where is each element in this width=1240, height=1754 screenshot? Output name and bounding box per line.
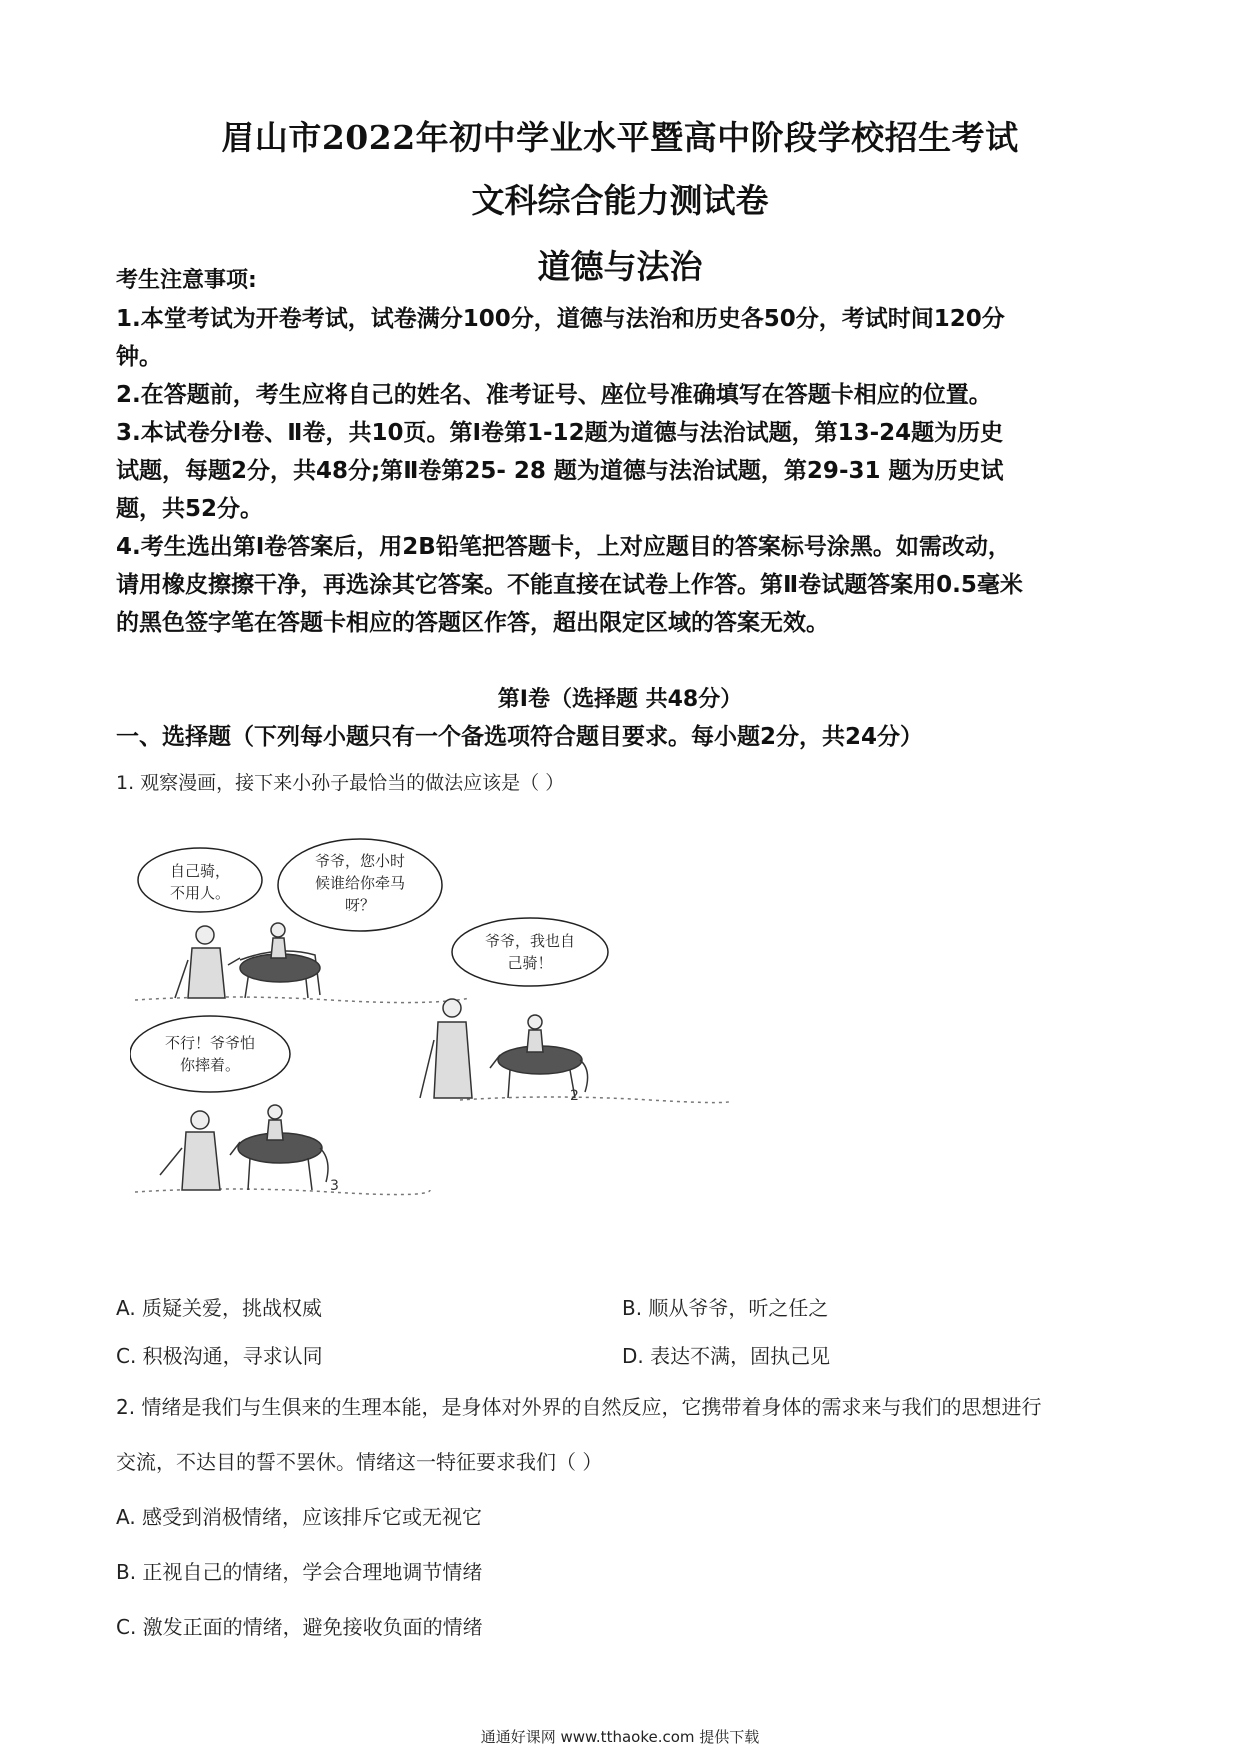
speech-bubble-2 bbox=[278, 839, 442, 931]
note-item-3-line2: 试题，每题2分，共48分;第Ⅱ卷第25- 28 题为道德与法治试题，第29-31 题为历史试 bbox=[116, 458, 1004, 484]
subject-title: 道德与法治 bbox=[537, 247, 703, 286]
svg-text:己骑！: 己骑！ bbox=[507, 954, 553, 972]
svg-text:爷爷，您小时: 爷爷，您小时 bbox=[314, 852, 406, 870]
comic-illustration bbox=[130, 830, 730, 1210]
panel-2-figures bbox=[420, 999, 588, 1104]
note-item-1-line2: 钟。 bbox=[116, 344, 162, 370]
question-2-option-b: B. 正视自己的情绪，学会合理地调节情绪 bbox=[116, 1560, 483, 1584]
notes-heading: 考生注意事项: bbox=[116, 268, 257, 293]
question-1-option-d: D. 表达不满，固执己见 bbox=[622, 1344, 831, 1368]
svg-text:不行！爷爷怕: 不行！爷爷怕 bbox=[164, 1034, 256, 1052]
svg-text:爷爷，我也自: 爷爷，我也自 bbox=[484, 932, 576, 950]
question-2-stem-line2: 交流，不达目的誓不罢休。情绪这一特征要求我们（ ） bbox=[116, 1450, 603, 1474]
panel-1-figures bbox=[175, 923, 320, 998]
note-item-3-line3: 题，共52分。 bbox=[116, 496, 264, 522]
note-item-4-line1: 4.考生选出第Ⅰ卷答案后，用2B铅笔把答题卡，上对应题目的答案标号涂黑。如需改动， bbox=[116, 534, 1011, 560]
note-item-3-line1: 3.本试卷分Ⅰ卷、Ⅱ卷，共10页。第Ⅰ卷第1-12题为道德与法治试题，第13-24题为历史 bbox=[116, 420, 1004, 446]
svg-text:候谁给你牵马: 候谁给你牵马 bbox=[314, 874, 406, 892]
note-item-2: 2.在答题前，考生应将自己的姓名、准考证号、座位号准确填写在答题卡相应的位置。 bbox=[116, 382, 992, 408]
volume-title: 第Ⅰ卷（选择题 共48分） bbox=[497, 687, 743, 712]
question-2-stem-line1: 2. 情绪是我们与生俱来的生理本能，是身体对外界的自然反应，它携带着身体的需求来与我们的思想进行 bbox=[116, 1395, 1042, 1419]
question-1-option-a: A. 质疑关爱，挑战权威 bbox=[116, 1296, 323, 1320]
speech-bubble-3 bbox=[452, 918, 608, 986]
note-item-1-line1: 1.本堂考试为开卷考试，试卷满分100分，道德与法治和历史各50分，考试时间120分 bbox=[116, 306, 1005, 332]
question-2-option-c: C. 激发正面的情绪，避免接收负面的情绪 bbox=[116, 1615, 483, 1639]
panel-3-figures bbox=[160, 1105, 339, 1194]
svg-text:你摔着。: 你摔着。 bbox=[179, 1056, 241, 1074]
exam-title: 眉山市2022年初中学业水平暨高中阶段学校招生考试 bbox=[221, 118, 1019, 157]
footer-watermark: 通通好课网 www.tthaoke.com 提供下载 bbox=[480, 1728, 760, 1746]
question-1-option-b: B. 顺从爷爷，听之任之 bbox=[622, 1296, 829, 1320]
exam-subtitle: 文科综合能力测试卷 bbox=[471, 181, 769, 220]
note-item-4-line3: 的黑色签字笔在答题卡相应的答题区作答，超出限定区域的答案无效。 bbox=[116, 610, 829, 636]
question-2 bbox=[116, 1380, 1126, 1655]
panel-3-number: 3 bbox=[330, 1178, 339, 1194]
svg-text:呀？: 呀？ bbox=[344, 896, 376, 914]
svg-text:不用人。: 不用人。 bbox=[169, 884, 231, 902]
speech-bubble-4 bbox=[130, 1016, 290, 1092]
exam-notes bbox=[116, 262, 1126, 642]
question-1-option-c: C. 积极沟通，寻求认同 bbox=[116, 1344, 323, 1368]
speech-bubble-1 bbox=[138, 848, 262, 912]
question-2-option-a: A. 感受到消极情绪，应该排斥它或无视它 bbox=[116, 1505, 483, 1529]
note-item-4-line2: 请用橡皮擦擦干净，再选涂其它答案。不能直接在试卷上作答。第Ⅱ卷试题答案用0.5毫米 bbox=[116, 572, 1023, 598]
part-title: 一、选择题（下列每小题只有一个备选项符合题目要求。每小题2分，共24分） bbox=[116, 724, 924, 750]
question-1-stem: 1. 观察漫画，接下来小孙子最恰当的做法应该是（ ） bbox=[116, 772, 565, 794]
panel-2-number: 2 bbox=[570, 1088, 579, 1104]
svg-text:自己骑，: 自己骑， bbox=[169, 862, 231, 880]
